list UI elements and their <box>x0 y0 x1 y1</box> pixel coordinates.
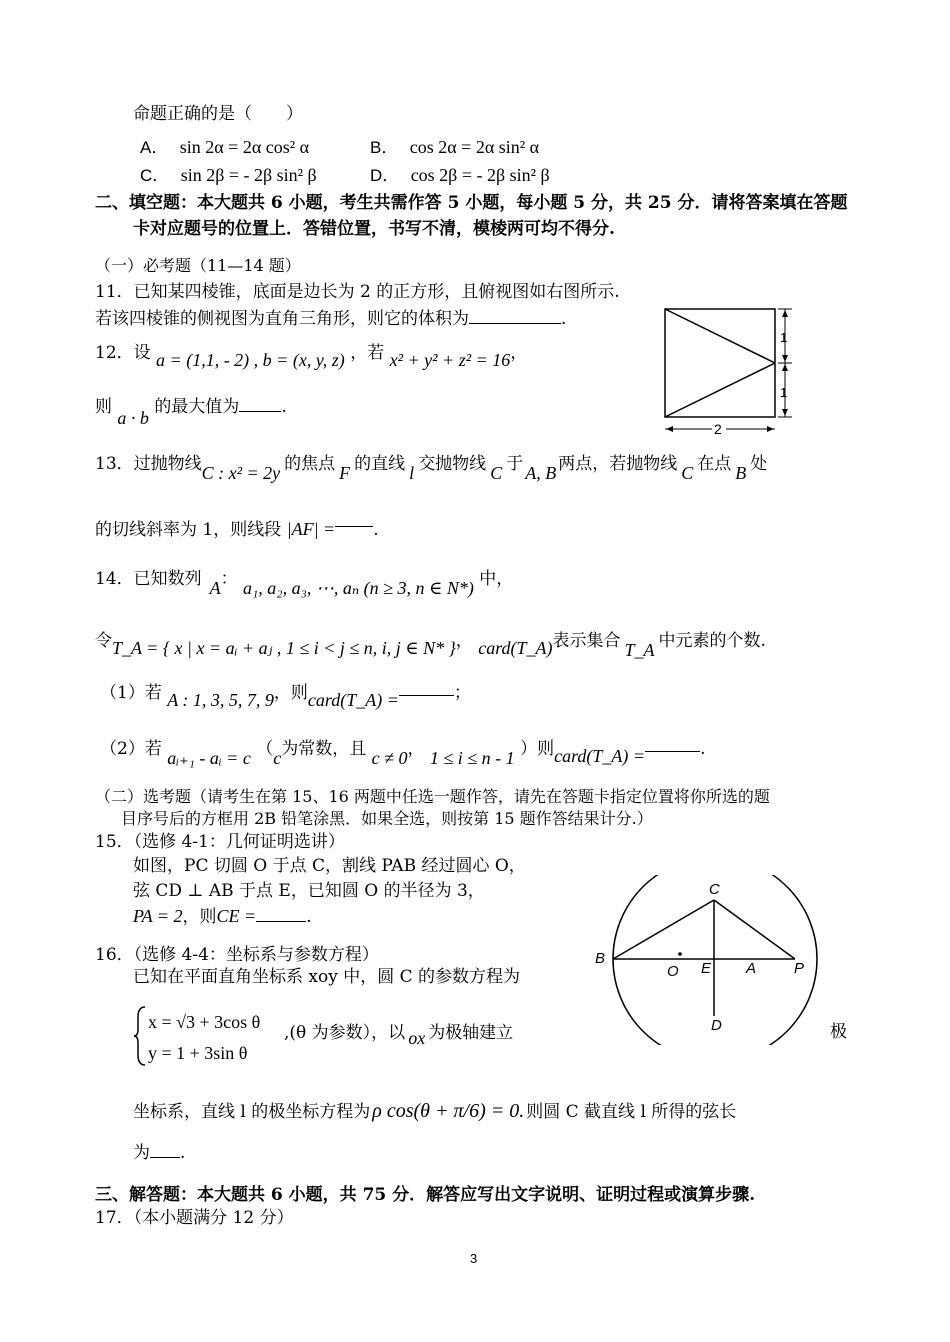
q16-title: 16．（选修 4-4：坐标系与参数方程） <box>95 945 379 965</box>
q14-comma: ， <box>455 631 473 651</box>
q15-ce: CE = <box>216 906 257 926</box>
point-e-label: E <box>701 960 712 977</box>
answer-blank <box>645 751 700 752</box>
q14-sub2-range: 1 ≤ i ≤ n - 1 <box>429 748 515 768</box>
q15-line2: 弦 CD ⊥ AB 于点 E，已知圆 O 的半径为 3， <box>133 881 485 901</box>
q12-comma: ， <box>510 343 528 363</box>
q14-sub1-seq: A : 1, 3, 5, 7, 9 <box>167 690 274 710</box>
option-d-label: D． <box>370 166 400 185</box>
q12-constraint: x² + y² + z² = 16 <box>389 350 511 370</box>
answer-blank <box>335 526 373 527</box>
section2-instructions: 卡对应题号的位置上．答错位置，书写不清，模棱两可均不得分. <box>133 219 615 239</box>
q15-end: . <box>306 907 312 927</box>
part2-instructions: 目序号后的方框用 2B 铅笔涂黑．如果全选，则按第 15 题作答结果计分.） <box>121 809 653 828</box>
q14-sub2-t3: ， <box>407 739 425 759</box>
q11-line1: 11．已知某四棱锥，底面是边长为 2 的正方形，且俯视图如右图所示. <box>95 282 620 302</box>
segment-bc <box>613 900 714 959</box>
point-p-label: P <box>794 960 805 977</box>
circle-tangent-figure <box>590 875 820 1045</box>
q14-card: card(T_A) <box>478 638 553 658</box>
diagonal-upper <box>665 309 775 363</box>
q13-line2 <box>95 519 379 541</box>
answer-blank <box>469 323 561 324</box>
q12-then: 则 <box>95 397 112 417</box>
point-b-label: B <box>595 950 606 967</box>
option-a-math: sin 2α = 2α cos² α <box>179 137 310 157</box>
q13-t7: 处 <box>750 454 768 474</box>
q14-let: 令 <box>95 631 112 651</box>
param-eq-x: x = √3 + 3cos θ <box>148 1012 261 1032</box>
q16-line3-text: 坐标系，直线 l 的极坐标方程为 <box>133 1102 371 1122</box>
q11-line2 <box>95 309 566 329</box>
pyramid-top-view-figure <box>658 300 798 440</box>
q16-line1: 已知在平面直角坐标系 xoy 中，圆 C 的参数方程为 <box>133 967 521 987</box>
point-o-label: O <box>667 963 679 980</box>
q16-end: . <box>180 1143 186 1163</box>
q13-t4: 于 <box>506 454 524 474</box>
q14-sub2-t2: 为常数，且 <box>281 739 367 759</box>
square-outline <box>665 309 775 417</box>
q12-tail: 的最大值为 <box>154 397 240 417</box>
answer-blank <box>239 411 281 412</box>
dimension-label-1-bottom: 1 <box>780 385 788 400</box>
page-number: 3 <box>470 1251 478 1266</box>
q15-title: 15．（选修 4-1：几何证明选讲） <box>95 832 345 852</box>
q16-line4 <box>133 1143 185 1163</box>
q13-c2: C <box>490 463 503 483</box>
option-b <box>370 137 539 159</box>
option-d-math: cos 2β = - 2β sin² β <box>410 165 550 185</box>
q13-text: 的切线斜率为 1，则线段 <box>95 520 282 540</box>
q12-prefix: 12．设 <box>95 343 151 363</box>
q16-param-tail: 为极轴建立 <box>428 1023 514 1043</box>
q13-t1: 的焦点 <box>284 454 336 474</box>
q14-t: T_A <box>624 640 655 660</box>
param-eq-y: y = 1 + 3sin θ <box>148 1043 248 1063</box>
q12-line2 <box>95 396 287 428</box>
option-c-math: sin 2β = - 2β sin² β <box>180 165 317 185</box>
part1-title: （一）必考题（11—14 题） <box>95 256 301 275</box>
q14-sub1 <box>100 682 471 710</box>
q16-line3 <box>133 1099 736 1123</box>
q14-sub2-prefix: （2）若 <box>100 739 162 759</box>
q15-line3 <box>133 906 312 928</box>
part2-heading: （二）选考题（请考生在第 15、16 两题中任选一题作答，请先在答题卡指定位置将你所选的题 <box>95 787 770 806</box>
q13-b: B <box>735 463 747 483</box>
question-stem: 命题正确的是（ ） <box>133 104 303 124</box>
q14-tail: 中元素的个数. <box>658 631 766 651</box>
q17-title: 17．（本小题满分 12 分） <box>95 1208 294 1228</box>
q16-line4-text: 为 <box>133 1143 150 1163</box>
answer-blank <box>256 921 306 922</box>
option-c-label: C． <box>140 166 170 185</box>
q12-line1 <box>95 342 528 370</box>
option-b-math: cos 2α = 2α sin² α <box>409 137 540 157</box>
q13-focus: F <box>339 463 351 483</box>
q13-c3: C <box>681 463 694 483</box>
option-a-label: A． <box>140 138 169 157</box>
point-a-label: A <box>746 960 757 977</box>
q13-t3: 交抛物线 <box>418 454 487 474</box>
center-dot <box>678 952 682 956</box>
q13-line: l <box>409 463 415 483</box>
q14-sub2-c: c <box>273 748 282 768</box>
q16-ox: ox <box>408 1028 426 1048</box>
q14-sub1-prefix: （1）若 <box>100 683 162 703</box>
q14-sub2-end: . <box>700 739 706 759</box>
q12-dot-product: a · b <box>117 408 149 428</box>
q13-points: A, B <box>525 463 557 483</box>
q12-vectors: a = (1,1, - 2) , b = (x, y, z) <box>156 350 345 370</box>
section2-heading: 二、填空题：本大题共 6 小题，考生共需作答 5 小题，每小题 5 分，共 25 分．请将答案填在答题 <box>95 193 848 213</box>
q15-pa: PA = 2 <box>133 906 183 926</box>
q13-t6: 在点 <box>697 454 732 474</box>
q14-line1 <box>95 568 514 598</box>
point-c-label: C <box>709 881 720 898</box>
q13-parabola: C : x² = 2y <box>201 463 281 483</box>
diagonal-lower <box>665 363 775 417</box>
answer-blank <box>150 1157 180 1158</box>
q14-sub2-t1: （ <box>256 739 274 759</box>
q14-prefix: 14．已知数列 <box>95 569 202 589</box>
q14-colon: ： <box>220 569 238 589</box>
q14-sub2-cond: c ≠ 0 <box>371 748 408 768</box>
q16-param: ,(θ 为参数），以 <box>284 1023 406 1043</box>
q14-sub2-card: card(T_A) = <box>554 746 646 766</box>
q14-line2 <box>95 630 766 660</box>
dimension-label-2: 2 <box>714 421 722 437</box>
q13-af: |AF| = <box>286 519 336 539</box>
q13-prefix: 13．过抛物线 <box>95 454 202 474</box>
q11-end: . <box>561 309 567 329</box>
q14-text: 表示集合 <box>552 631 621 651</box>
q14-sequence: a₁, a₂, a₃, ⋯, aₙ (n ≥ 3, n ∈ N*) <box>243 578 474 598</box>
answer-blank <box>399 695 454 696</box>
q14-mid: 中， <box>479 569 514 589</box>
option-d <box>370 165 550 187</box>
q16-line3-tail: 则圆 C 截直线 l 所得的弦长 <box>526 1102 737 1122</box>
q14-set-def: T_A = { x | x = aᵢ + aⱼ , 1 ≤ i < j ≤ n, i, j ∈ N* } <box>112 638 456 658</box>
q15-line1: 如图，PC 切圆 O 于点 C，割线 PAB 经过圆心 O， <box>133 856 526 876</box>
option-a <box>140 137 309 159</box>
q13-t2: 的直线 <box>354 454 406 474</box>
dimension-label-1-top: 1 <box>780 330 788 345</box>
q16-polar-eq: ρ cos(θ + π/6) = 0. <box>372 1100 525 1122</box>
tangent-pc <box>714 900 795 959</box>
q14-sub1-end: ； <box>453 683 471 703</box>
q13-end: . <box>373 520 379 540</box>
option-b-label: B． <box>370 138 399 157</box>
q14-sub2 <box>100 738 706 768</box>
option-c <box>140 165 317 187</box>
q14-a: A <box>209 578 221 598</box>
q14-sub1-card: card(T_A) = <box>307 690 399 710</box>
q12-mid: ，若 <box>350 343 385 363</box>
q11-text: 若该四棱锥的侧视图为直角三角形，则它的体积为 <box>95 309 469 329</box>
q14-sub1-mid: ，则 <box>273 683 308 703</box>
q14-sub2-t4: ）则 <box>520 739 555 759</box>
section3-heading: 三、解答题：本大题共 6 小题，共 75 分．解答应写出文字说明、证明过程或演算步骤. <box>95 1185 756 1205</box>
q12-end: . <box>281 397 287 417</box>
q13-line1 <box>95 453 768 483</box>
q14-sub2-diff: aᵢ₊₁ - aᵢ = c <box>167 748 251 768</box>
equation-brace <box>133 1005 147 1067</box>
q13-t5: 两点，若抛物线 <box>558 454 678 474</box>
q15-text: ，则 <box>182 907 217 927</box>
q16-param-text <box>284 1022 514 1048</box>
q16-ji: 极 <box>830 1022 847 1042</box>
point-d-label: D <box>711 1017 722 1034</box>
